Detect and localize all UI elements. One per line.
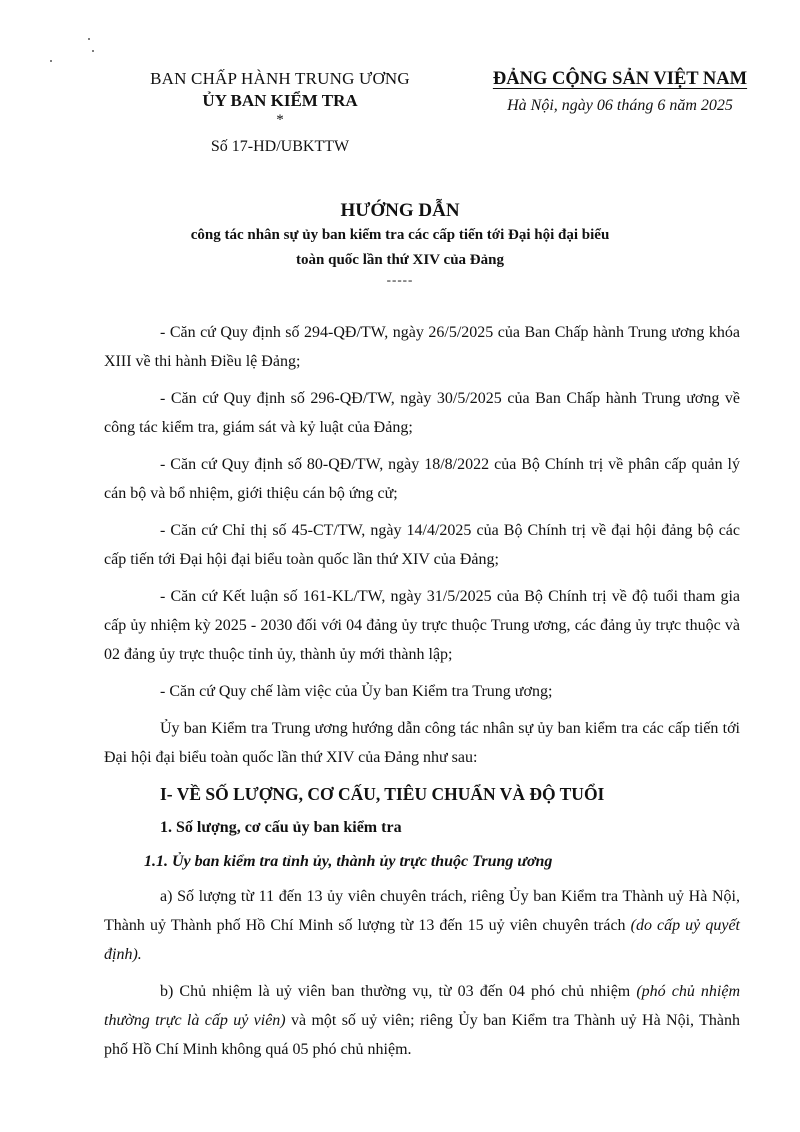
item-a-note: (do cấp uỷ quyết định).: [104, 917, 740, 963]
issuer-star: *: [276, 112, 284, 128]
section-heading-1: I- VỀ SỐ LƯỢNG, CƠ CẤU, TIÊU CHUẨN VÀ ĐỘ TUỔI: [160, 784, 605, 804]
basis-paragraph-5: - Căn cứ Kết luận số 161-KL/TW, ngày 31/5/2025 của Bộ Chính trị về độ tuổi tham gia cấp ủy nhiệm kỳ 2025 - 2030 đối với 04 đảng ủy trực thuộc Trung ương, các đảng ủy trực thuộc và 02 đảng ủy trực thuộc tỉnh ủy, thành ủy mới thành lập;: [104, 588, 740, 663]
document-title: HƯỚNG DẪN: [340, 200, 460, 221]
document-body: [104, 318, 740, 1072]
party-name: ĐẢNG CỘNG SẢN VIỆT NAM: [492, 69, 748, 89]
basis-paragraph-1: - Căn cứ Quy định số 294-QĐ/TW, ngày 26/5/2025 của Ban Chấp hành Trung ương khóa XIII về thi hành Điều lệ Đảng;: [104, 324, 740, 370]
basis-paragraph-4: - Căn cứ Chỉ thị số 45-CT/TW, ngày 14/4/2025 của Bộ Chính trị về đại hội đảng bộ các cấp tiến tới Đại hội đại biểu toàn quốc lần thứ XIV của Đảng;: [104, 522, 740, 568]
item-a-paragraph: [104, 882, 740, 969]
subsubsection-heading-1-1: 1.1. Ủy ban kiểm tra tỉnh ủy, thành ủy trực thuộc Trung ương: [144, 853, 553, 870]
issuer-parent: BAN CHẤP HÀNH TRUNG ƯƠNG: [150, 69, 410, 88]
item-b-text-1: b) Chủ nhiệm là uỷ viên ban thường vụ, từ 03 đến 04 phó chủ nhiệm: [160, 983, 637, 1000]
intro-paragraph: Ủy ban Kiểm tra Trung ương hướng dẫn công tác nhân sự ủy ban kiểm tra các cấp tiến tới Đại hội đại biểu toàn quốc lần thứ XIV của Đảng như sau:: [104, 720, 740, 766]
title-separator: -----: [386, 272, 414, 287]
issuer-name: ỦY BAN KIỂM TRA: [202, 91, 358, 110]
scan-speck: [50, 60, 52, 62]
place-date: Hà Nội, ngày 06 tháng 6 năm 2025: [507, 97, 733, 114]
national-block: [455, 68, 785, 117]
document-subtitle-line2: toàn quốc lần thứ XIV của Đảng: [296, 252, 504, 268]
issuer-block: [110, 68, 450, 158]
item-b-paragraph: [104, 977, 740, 1064]
item-a-text: a) Số lượng từ 11 đến 13 ủy viên chuyên trách, riêng Ủy ban Kiểm tra Thành uỷ Hà Nội, Thành uỷ Thành phố Hồ Chí Minh số lượng từ 13 đến 15 uỷ viên chuyên trách: [104, 888, 740, 934]
title-block: [60, 199, 740, 287]
document-number: Số 17-HD/UBKTTW: [210, 138, 350, 155]
scan-speck: [88, 38, 90, 40]
subsection-heading-1: 1. Số lượng, cơ cấu ủy ban kiểm tra: [160, 819, 402, 836]
scan-speck: [92, 50, 94, 52]
basis-paragraph-3: - Căn cứ Quy định số 80-QĐ/TW, ngày 18/8/2022 của Bộ Chính trị về phân cấp quản lý cán bộ và bổ nhiệm, giới thiệu cán bộ ứng cử;: [104, 456, 740, 502]
basis-paragraph-6: - Căn cứ Quy chế làm việc của Ủy ban Kiểm tra Trung ương;: [160, 683, 553, 700]
basis-paragraph-2: - Căn cứ Quy định số 296-QĐ/TW, ngày 30/5/2025 của Ban Chấp hành Trung ương về công tác kiểm tra, giám sát và kỷ luật của Đảng;: [104, 390, 740, 436]
item-b-note: (phó chủ nhiệm thường trực là cấp uỷ viên): [104, 983, 741, 1029]
item-b-text-2: và một số uỷ viên; riêng Ủy ban Kiểm tra Thành uỷ Hà Nội, Thành phố Hồ Chí Minh không quá 05 phó chủ nhiệm.: [104, 1012, 740, 1058]
document-subtitle-line1: công tác nhân sự ủy ban kiểm tra các cấp tiến tới Đại hội đại biểu: [190, 227, 610, 243]
